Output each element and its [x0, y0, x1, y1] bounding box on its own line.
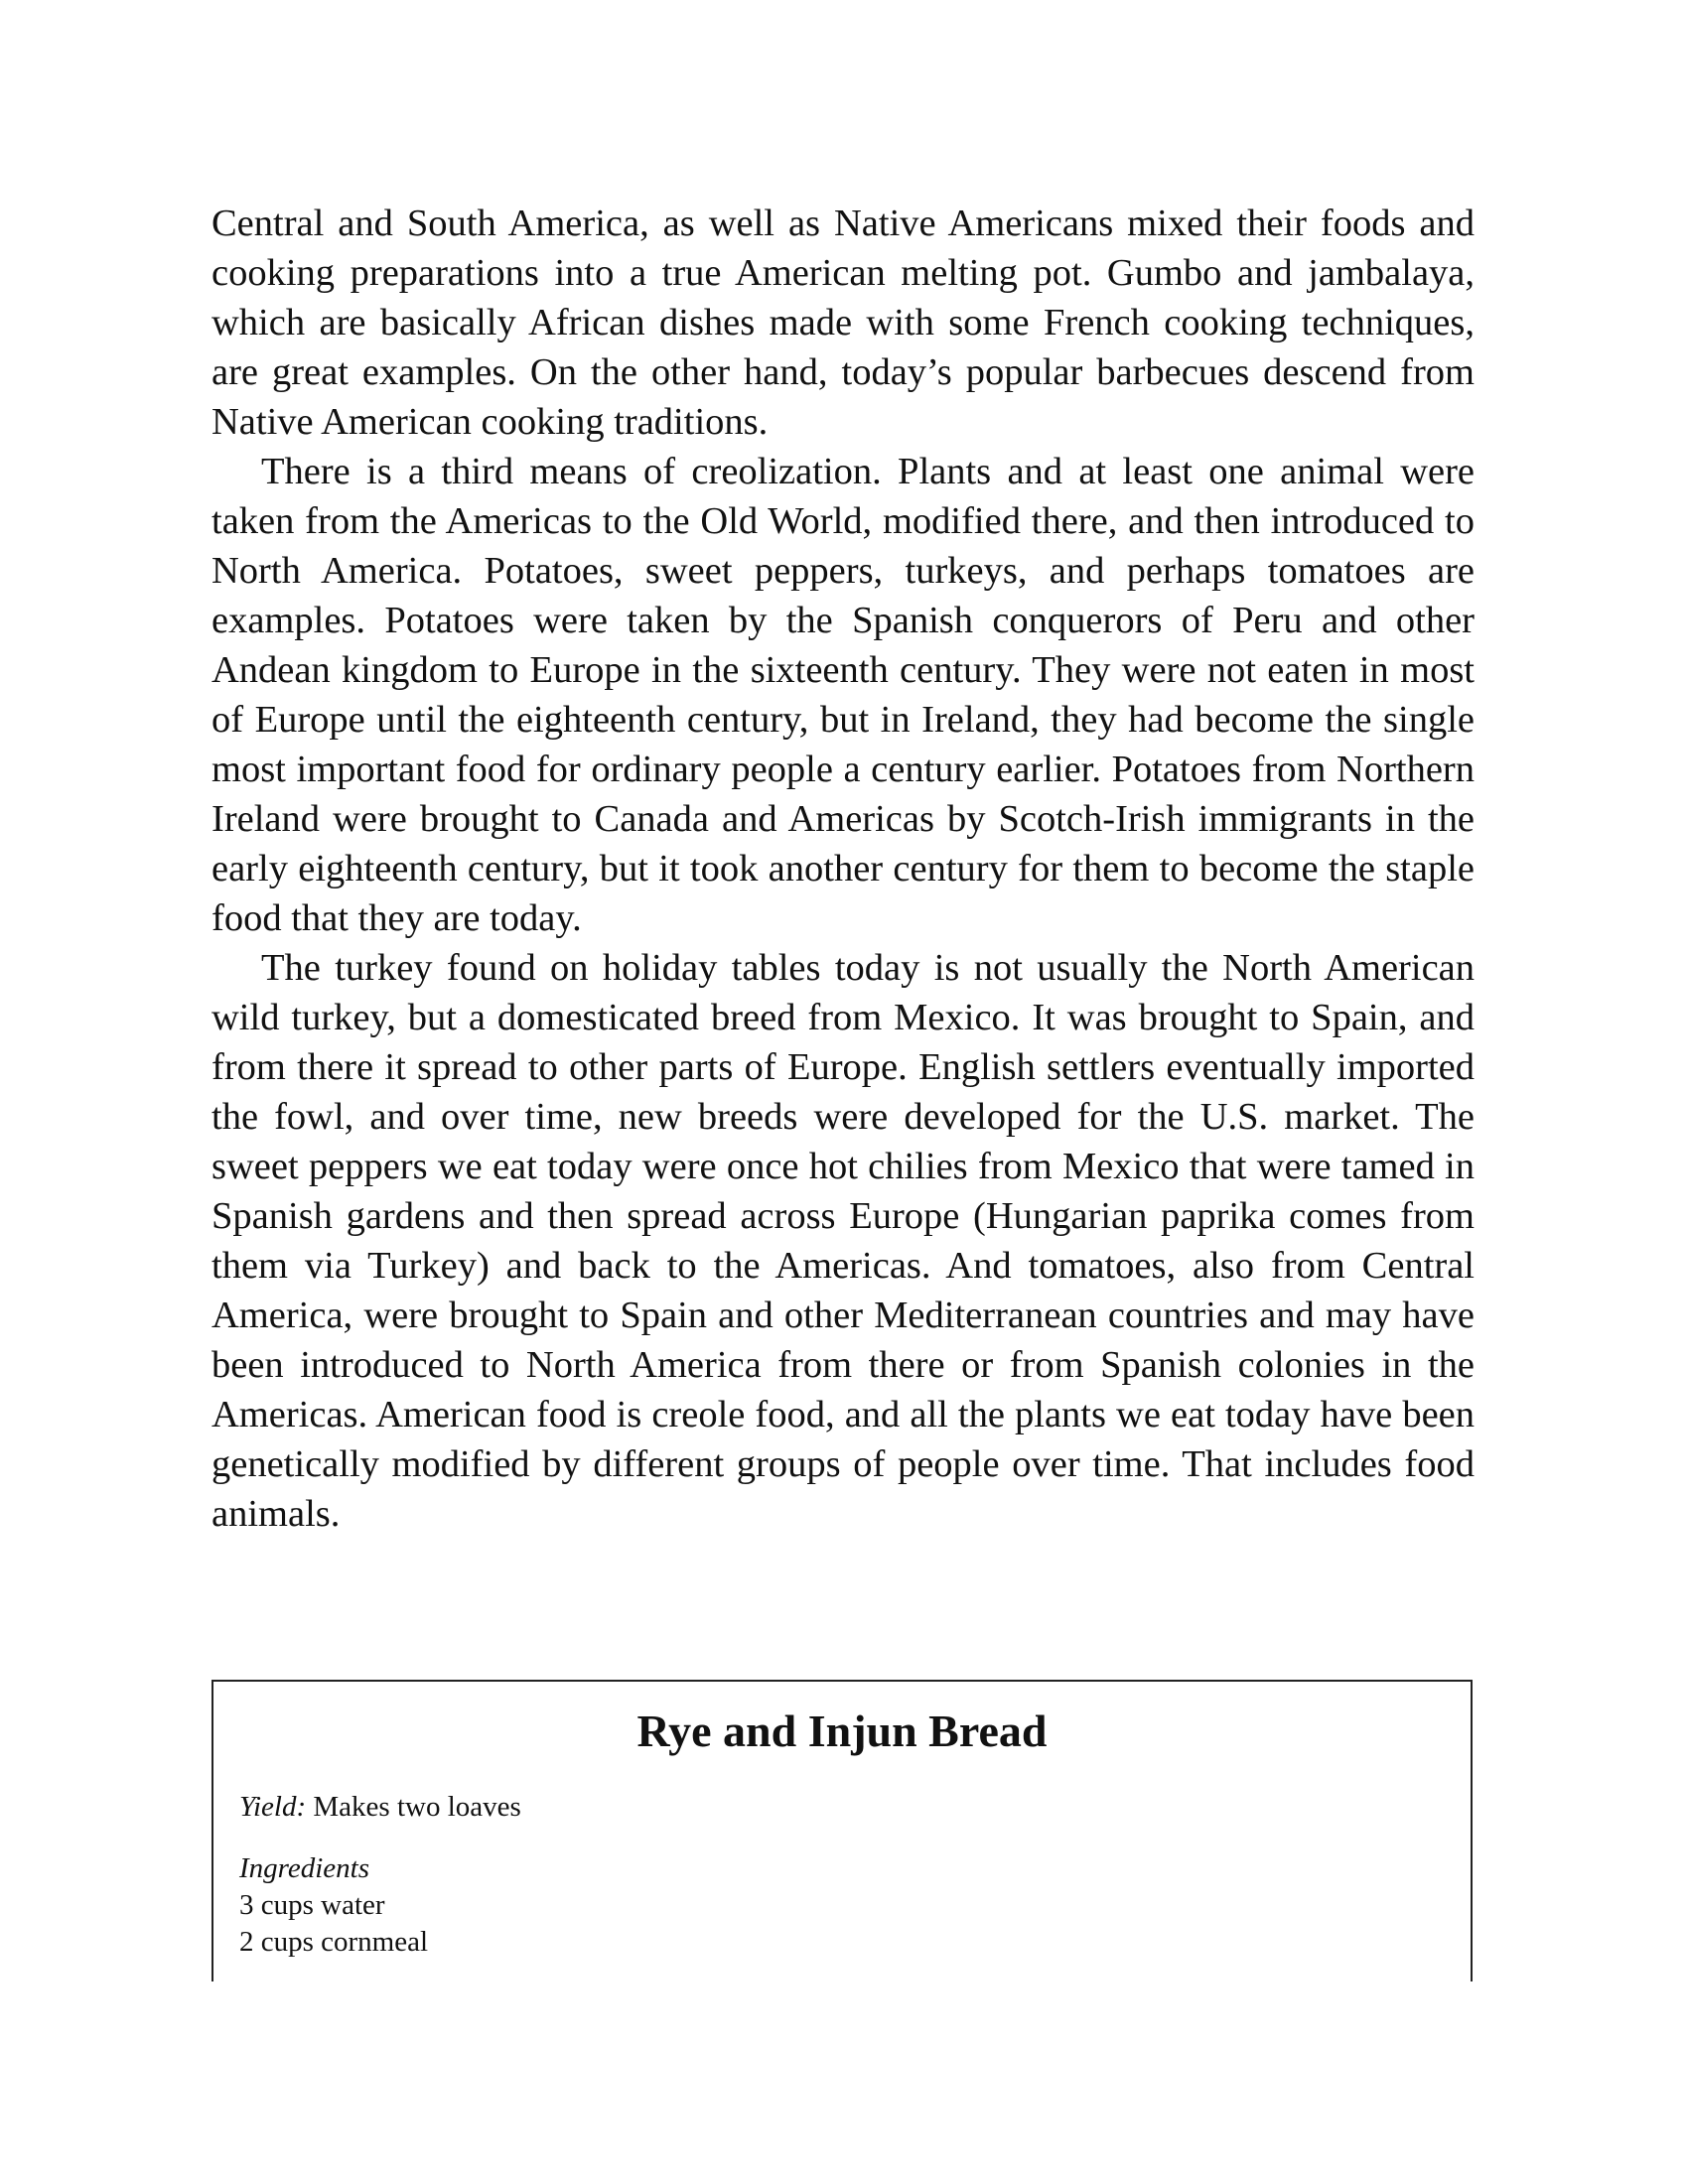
recipe-title: Rye and Injun Bread [636, 1706, 1048, 1756]
ingredient-item: 3 cups water [239, 1889, 385, 1921]
ingredients-list [239, 1887, 428, 1961]
ingredients-section [239, 1850, 428, 1961]
page-content [211, 199, 1475, 1539]
paragraph: Central and South America, as well as Native Americans mixed their foods and cooking preparations into a true American melting pot. Gumbo and jambalaya, which are basically African dishes made with some French cooking techniques, are great examples. On the other hand, today’s popular barbecues descend from Native American cooking traditions. [211, 203, 1475, 443]
yield-value: Makes two loaves [313, 1791, 521, 1823]
article-body [211, 199, 1475, 1539]
paragraph: The turkey found on holiday tables today is not usually the North American wild turkey, but a domesticated breed from Mexico. It was brought to Spain, and from there it spread to other parts of Europe. English settlers eventually imported the fowl, and over time, new breeds were developed for the U.S. market. The sweet peppers we eat today were once hot chilies from Mexico that were tamed in Spanish gardens and then spread across Europe (Hungarian paprika comes from them via Turkey) and back to the Americas. And tomatoes, also from Central America, were brought to Spain and other Mediterranean countries and may have been introduced to North America from there or from Spanish colonies in the Americas. American food is creole food, and all the plants we eat today have been genetically modified by different groups of people over time. That includes food animals. [211, 947, 1475, 1535]
yield-label: Yield: [239, 1791, 307, 1823]
paragraph: There is a third means of creolization. Plants and at least one animal were taken from the Americas to the Old World, modified there, and then introduced to North America. Potatoes, sweet peppers, turkeys, and perhaps tomatoes are examples. Potatoes were taken by the Spanish conquerors of Peru and other Andean kingdom to Europe in the sixteenth century. They were not eaten in most of Europe until the eighteenth century, but in Ireland, they had become the single most important food for ordinary people a century earlier. Potatoes from Northern Ireland were brought to Canada and Americas by Scotch-Irish immigrants in the early eighteenth century, but it took another century for them to become the staple food that they are today. [211, 451, 1475, 939]
ingredient-item: 2 cups cornmeal [239, 1926, 429, 1958]
recipe-yield [239, 1789, 521, 1825]
recipe-box [211, 1680, 1473, 1981]
ingredients-heading: Ingredients [239, 1852, 370, 1884]
